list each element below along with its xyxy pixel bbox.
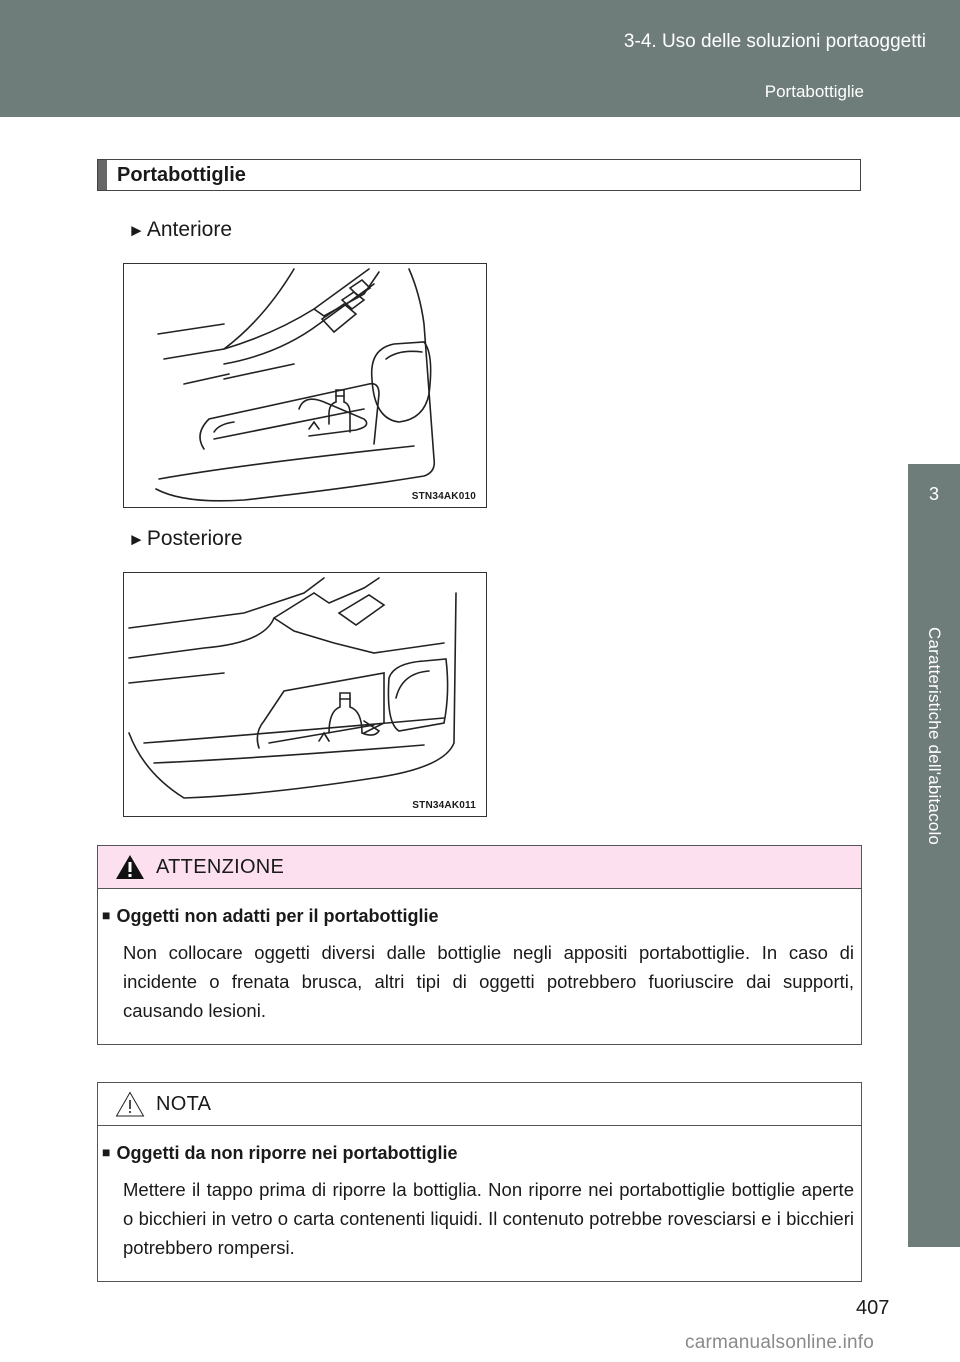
note-item-title: [102, 1143, 457, 1164]
rear-subheading: [128, 527, 243, 551]
section-title: Portabottiglie: [764, 82, 864, 101]
section-heading-bar: [97, 159, 861, 191]
warning-item-title-text: Oggetti non adatti per il portabottiglie: [116, 906, 439, 926]
section-heading: Portabottiglie: [117, 164, 246, 186]
note-box: [97, 1082, 862, 1282]
warning-triangle-icon: [115, 854, 145, 880]
note-item-body: Mettere il tappo prima di riporre la bottiglia. Non riporre nei portabottiglie bottiglie aperte o bicchieri in vetro o carta contenenti liquidi. Il contenuto potrebbe rovesciarsi e i bicchieri potrebbero rompersi.: [123, 1179, 854, 1258]
square-bullet-icon: ■: [102, 1144, 111, 1160]
caution-triangle-outline-icon: [115, 1091, 145, 1117]
rear-door-illustration: [123, 572, 487, 817]
front-subheading: [128, 218, 232, 242]
rear-label: Posteriore: [146, 527, 243, 550]
front-door-drawing: [124, 264, 486, 507]
watermark: carmanualsonline.info: [685, 1332, 875, 1353]
front-door-illustration: [123, 263, 487, 508]
note-item-title-text: Oggetti da non riporre nei portabottiglie: [116, 1143, 458, 1163]
page-header: [0, 0, 960, 117]
rear-door-drawing: [124, 573, 486, 816]
front-label: Anteriore: [146, 218, 233, 241]
warning-header: [98, 846, 861, 889]
note-header: [98, 1083, 861, 1126]
warning-box: [97, 845, 862, 1045]
chapter-label: Caratteristiche dell'abitacolo: [925, 627, 944, 846]
square-bullet-icon: ■: [102, 907, 111, 923]
heading-marker: [98, 160, 107, 190]
rear-figure-code: STN34AK011: [412, 800, 476, 811]
chapter-number: 3: [908, 464, 960, 548]
triangle-bullet-icon: ►: [128, 530, 145, 549]
chapter-title: 3-4. Uso delle soluzioni portaoggetti: [623, 31, 926, 52]
chapter-label-box: [908, 522, 960, 1247]
page-number: 407: [856, 1297, 890, 1319]
note-heading: NOTA: [156, 1093, 212, 1115]
warning-item-title: [102, 906, 438, 927]
triangle-bullet-icon: ►: [128, 221, 145, 240]
warning-heading: ATTENZIONE: [156, 856, 285, 878]
warning-item-body: Non collocare oggetti diversi dalle bottiglie negli appositi portabottiglie. In caso di incidente o frenata brusca, altri tipi di oggetti potrebbero fuoriuscire dai supporti, causando lesioni.: [123, 942, 854, 1021]
chapter-side-tab: [908, 117, 960, 1247]
front-figure-code: STN34AK010: [411, 491, 476, 502]
